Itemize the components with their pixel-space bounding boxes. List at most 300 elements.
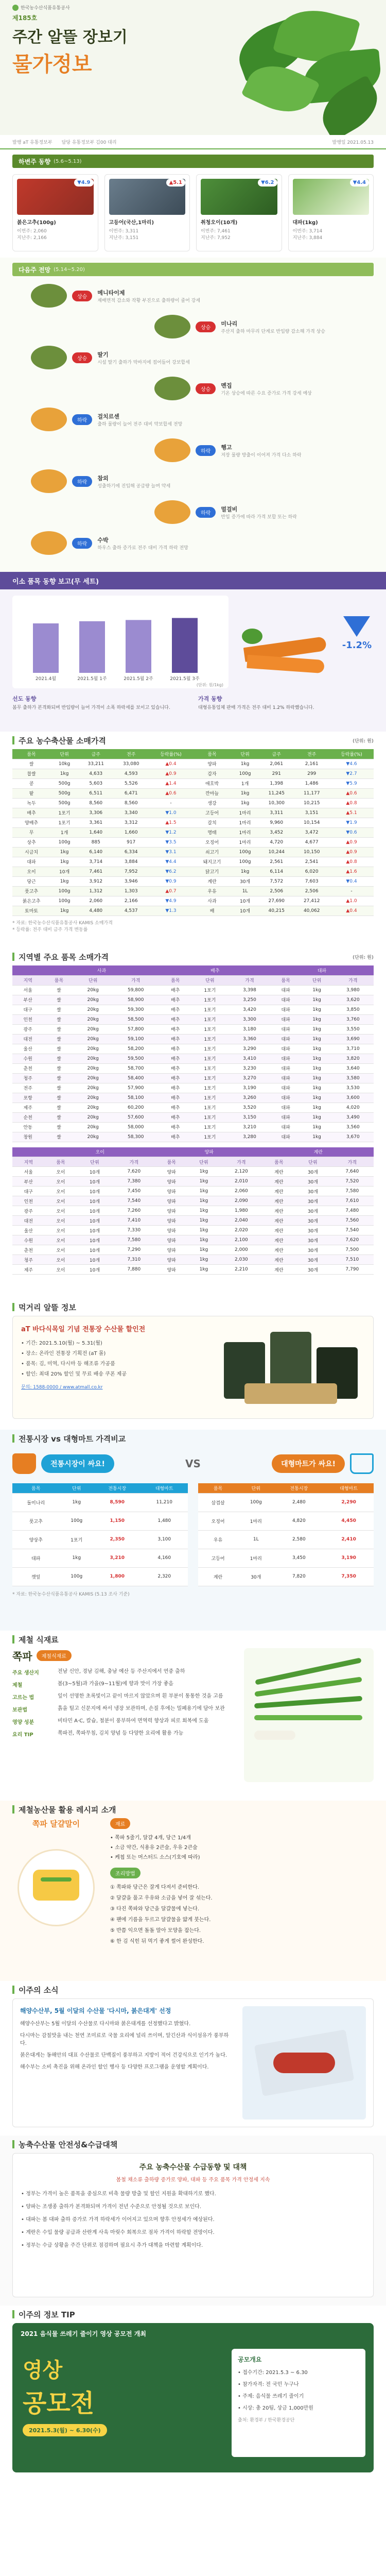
table-cell: 3,490 <box>332 1112 374 1122</box>
news-paragraph: 해수부는 소비 촉진을 위해 온라인 할인 행사 등 다양한 프로그램을 운영할 계획이다. <box>20 2064 209 2070</box>
forecast-name: 메니타이제 <box>97 289 125 296</box>
change-badge: ▼4.4 <box>350 179 369 187</box>
recipe-title: 제철농산물 활용 레시피 소개 <box>19 1805 116 1815</box>
region-section <box>0 948 386 1298</box>
table-cell: 20kg <box>75 1103 112 1112</box>
table-cell: 배추 <box>160 1083 191 1093</box>
table-cell: 1kg <box>188 1255 220 1265</box>
recipe-ingredients <box>110 1833 374 1860</box>
forecast-tag: 하락 <box>196 507 216 518</box>
price-last-week: 지난주: 3,151 <box>109 235 139 241</box>
table-row <box>12 1493 188 1512</box>
prop-value: 봄(3~5월)과 가을(9~11월)에 향과 맛이 가장 좋음 <box>58 1681 173 1687</box>
table-cell: 대파 <box>270 1005 301 1014</box>
table-cell: 20kg <box>75 1122 112 1132</box>
table-cell: 4,720 <box>259 837 294 847</box>
table-cell: 3,946 <box>113 876 148 886</box>
table-cell: 2,506 <box>259 886 294 896</box>
forecast-item <box>31 282 247 309</box>
table-cell: 10,150 <box>294 847 329 857</box>
table-cell: 춘천 <box>12 1245 45 1255</box>
table-cell: ▲0.6 <box>149 788 193 798</box>
table-cell: 10,154 <box>294 818 329 827</box>
table-cell: 대파 <box>270 1122 301 1132</box>
table-cell: 3,420 <box>229 1005 270 1014</box>
market-basket-icon <box>12 1453 36 1474</box>
table-cell: ▼4.9 <box>149 896 193 906</box>
issue-bar <box>126 620 151 673</box>
table-cell: 서울 <box>12 985 43 995</box>
table-cell: 7,790 <box>331 1265 374 1275</box>
table-cell: 10개 <box>77 1226 112 1235</box>
table-cell: 1포기 <box>191 1093 229 1103</box>
table-cell: 7,290 <box>113 1245 155 1255</box>
recipe-step: ① 쪽파와 당근은 잘게 다져서 준비한다. <box>110 1885 199 1890</box>
price-last-week: 지난주: 3,884 <box>292 235 323 241</box>
table-cell: ▼6.2 <box>149 867 193 876</box>
meta-mid: 담당 유통정보부 김00 대리 <box>61 140 117 145</box>
table-cell: 2,580 <box>274 1530 324 1549</box>
table-cell: 7,450 <box>113 1187 155 1196</box>
left-badge: 전통시장이 싸요! <box>41 1454 114 1473</box>
weekly-card <box>196 174 282 251</box>
compare-right-table <box>198 1483 374 1586</box>
table-cell: 2,120 <box>220 1167 262 1177</box>
table-cell: ▼1.0 <box>149 808 193 818</box>
table-row <box>12 1024 374 1034</box>
col-header: 전통시장 <box>94 1483 141 1493</box>
compare-footnote: * 자료: 한국농수산식품유통공사 KAMIS (5.13 조사 기준) <box>12 1591 130 1597</box>
forecast-item <box>154 437 371 464</box>
table-cell: 10개 <box>77 1265 112 1275</box>
table-cell: 1kg <box>301 1034 332 1044</box>
table-cell: 계란 <box>263 1255 295 1265</box>
table-cell: 제주 <box>12 1265 45 1275</box>
table-cell: ▼1.2 <box>149 827 193 837</box>
table-row <box>12 1044 374 1054</box>
table-cell: 닭고기 <box>193 867 231 876</box>
table-cell: 3,270 <box>229 1073 270 1083</box>
issue-bar <box>33 623 59 673</box>
table-cell: 3,306 <box>78 808 113 818</box>
sub-header: 품목 <box>263 1157 295 1167</box>
table-cell: 1kg <box>231 867 259 876</box>
table-cell: 1kg <box>188 1245 220 1255</box>
table-row <box>12 1014 374 1024</box>
table-cell: 4,480 <box>78 906 113 916</box>
compare-title: 전통시장 vs 대형마트 가격비교 <box>19 1434 126 1444</box>
table-cell: 4,160 <box>141 1549 188 1567</box>
seasonal-prop <box>12 1705 234 1713</box>
column-headline: 주요 농축수산물 수급동향 및 대책 <box>139 2163 247 2172</box>
table-cell: 1,150 <box>94 1512 141 1530</box>
forecast-desc: 재배면적 감소와 작황 부진으로 출하량이 줄어 강세 <box>97 298 201 303</box>
change-badge: ▲5.1 <box>166 179 185 187</box>
table-cell: 57,600 <box>112 1112 160 1122</box>
issue-number: 제185호 <box>12 14 38 22</box>
table-cell: 1kg <box>301 1112 332 1122</box>
recipe-step: ④ 팬에 기름을 두르고 달걀물을 얇게 붓는다. <box>110 1917 211 1923</box>
table-cell: 30개 <box>295 1255 330 1265</box>
sub-header: 품목 <box>45 1157 77 1167</box>
table-cell: 2,480 <box>274 1493 324 1512</box>
forecast-name: 참외 <box>97 474 109 482</box>
table-row <box>12 1245 374 1255</box>
weekly-section <box>0 149 386 258</box>
table-cell: 1kg <box>301 1005 332 1014</box>
table-cell: 7,330 <box>113 1226 155 1235</box>
table-cell: 3,690 <box>332 1034 374 1044</box>
seasonal-section <box>0 1631 386 1801</box>
table-cell: 60,200 <box>112 1103 160 1112</box>
table-cell: 삼겹살 <box>198 1493 238 1512</box>
table-cell: 3,151 <box>294 808 329 818</box>
produce-image <box>154 377 190 400</box>
table-cell: 20kg <box>75 1132 112 1142</box>
sub-header: 지역 <box>12 1157 45 1167</box>
recipe-section <box>0 1801 386 1981</box>
table-cell: 1,398 <box>259 778 294 788</box>
table-row <box>12 1132 374 1142</box>
table-cell: 7,610 <box>331 1196 374 1206</box>
table-cell: 2,060 <box>220 1187 262 1196</box>
sale-link[interactable]: 문의: 1588-0000 / www.atmall.co.kr <box>21 1385 103 1390</box>
table-cell: 계란 <box>193 876 231 886</box>
table-cell: ▼3.5 <box>149 837 193 847</box>
table-cell: 100g <box>238 1493 274 1512</box>
table-cell: 30개 <box>295 1265 330 1275</box>
prop-value: 쪽파전, 쪽파무침, 김치 양념 등 다양한 요리에 활용 가능 <box>58 1731 184 1736</box>
table-cell: 7,820 <box>274 1567 324 1586</box>
recipe-name: 쪽파 달걀말이 <box>32 1819 80 1828</box>
table-row <box>12 1083 374 1093</box>
group-header: 오이 <box>45 1147 155 1157</box>
table-cell: 1kg <box>59 1549 94 1567</box>
sub-header: 품목 <box>43 975 74 985</box>
table-cell: 1,800 <box>94 1567 141 1586</box>
spinach-illustration <box>216 5 386 134</box>
at-logo-icon <box>12 5 19 11</box>
table-row <box>12 1054 374 1063</box>
col-header: 금주 <box>78 749 113 759</box>
table-cell: 1개 <box>231 778 259 788</box>
table-cell: 1포기 <box>59 1530 94 1549</box>
tip-info-title: 공모개요 <box>238 2356 262 2363</box>
group-header: 양파 <box>155 1147 263 1157</box>
column-title: 농축수산물 안전성&수급대책 <box>19 2140 118 2149</box>
table-cell: ▲1.4 <box>149 778 193 788</box>
table-cell: 울산 <box>12 1226 45 1235</box>
table-cell: 10개 <box>77 1177 112 1187</box>
table-cell: 3,210 <box>229 1122 270 1132</box>
table-cell: 10개 <box>231 906 259 916</box>
table-cell: 2,000 <box>220 1245 262 1255</box>
table-row <box>12 1005 374 1014</box>
table-cell: 3,361 <box>78 818 113 827</box>
table-cell: 1kg <box>188 1235 220 1245</box>
table-cell: 대파 <box>270 1034 301 1044</box>
table-cell: 창원 <box>12 1132 43 1142</box>
table-cell: 2,090 <box>220 1196 262 1206</box>
table-cell: 4,537 <box>113 906 148 916</box>
col-header: 전통시장 <box>274 1483 324 1493</box>
forecast-range: (5.14~5.20) <box>54 266 85 273</box>
table-cell: 콩 <box>12 778 50 788</box>
table-cell: 27,690 <box>259 896 294 906</box>
forecast-desc: 기온 상승에 따른 수요 증가로 가격 강세 예상 <box>221 391 312 396</box>
col-header: 전주 <box>113 749 148 759</box>
table-cell: 대파 <box>270 1073 301 1083</box>
group-header: 사과 <box>43 965 160 975</box>
table-cell: 3,340 <box>113 808 148 818</box>
table-cell: 6,334 <box>113 847 148 857</box>
tip-banner[interactable] <box>12 2323 374 2472</box>
weekly-card <box>104 174 190 251</box>
forecast-item <box>154 375 371 402</box>
green-onion-image <box>244 1648 374 1782</box>
table-cell: 30개 <box>295 1226 330 1235</box>
table-cell: 100g <box>50 886 78 896</box>
forecast-desc: 저장 물량 방출이 이어져 가격 다소 하락 <box>221 452 302 458</box>
table-cell: ▲5.1 <box>329 808 374 818</box>
table-cell: ▲1.0 <box>329 896 374 906</box>
table-cell: 3,410 <box>229 1054 270 1063</box>
table-cell: 깻잎 <box>12 1567 59 1586</box>
table-cell: ▲0.4 <box>149 759 193 769</box>
sub-header: 가격 <box>113 1157 155 1167</box>
table-cell: 고등어 <box>193 808 231 818</box>
table-cell: 부산 <box>12 995 43 1005</box>
table-row <box>12 1255 374 1265</box>
sub-header: 단위 <box>191 975 229 985</box>
table-cell: 오이 <box>45 1167 77 1177</box>
table-cell: 1,980 <box>220 1206 262 1216</box>
table-cell: 10개 <box>77 1255 112 1265</box>
table-row <box>12 1216 374 1226</box>
table-cell: 계란 <box>263 1187 295 1196</box>
tip-section <box>0 2306 386 2484</box>
table-cell: 3,311 <box>259 808 294 818</box>
table-cell: 생강 <box>193 798 231 808</box>
table-cell: 33,080 <box>113 759 148 769</box>
table-cell: 1포기 <box>191 1112 229 1122</box>
product-name: 고등어(국산,1마리) <box>109 220 154 226</box>
table-cell: 2,561 <box>259 857 294 867</box>
table-cell: 3,250 <box>229 995 270 1005</box>
table-cell: 쌀 <box>43 1093 74 1103</box>
tip-info <box>238 2368 359 2411</box>
forecast-item <box>31 406 247 433</box>
table-cell: 1,312 <box>78 886 113 896</box>
col-header: 품목 <box>12 1483 59 1493</box>
column-item: • 대파는 봄 대파 출하 증가로 가격 하락세가 이어지고 있으며 향후 안정세가 예상된다. <box>21 2217 215 2223</box>
forecast-name: 행고 <box>221 444 232 451</box>
table-cell: 1kg <box>301 995 332 1005</box>
table-cell: 2,020 <box>220 1226 262 1235</box>
weekly-card <box>12 174 98 251</box>
group-header: 배추 <box>160 965 270 975</box>
table-cell: 양파 <box>193 759 231 769</box>
table-cell: 20kg <box>75 1024 112 1034</box>
table-cell: 58,100 <box>112 1093 160 1103</box>
table-cell: 10개 <box>77 1187 112 1196</box>
table-cell: 1kg <box>188 1196 220 1206</box>
table-row <box>12 1206 374 1216</box>
table-cell: 7,540 <box>331 1226 374 1235</box>
col-header: 단위 <box>59 1483 94 1493</box>
table-cell: 포항 <box>12 1093 43 1103</box>
table-cell: 춘천 <box>12 1063 43 1073</box>
col-header: 금주 <box>259 749 294 759</box>
col-header: 대형마트 <box>141 1483 188 1493</box>
table-cell: 3,452 <box>259 827 294 837</box>
table-cell: ▼1.3 <box>149 906 193 916</box>
table-cell: 배추 <box>160 1024 191 1034</box>
column-items <box>21 2190 365 2249</box>
tip-info-item: • 시상: 총 20팀, 상금 1,000만원 <box>238 2405 313 2411</box>
table-cell: 20kg <box>75 1063 112 1073</box>
table-cell: 배추 <box>160 1093 191 1103</box>
table-cell: 배추 <box>160 1073 191 1083</box>
table-cell: 대전 <box>12 1034 43 1044</box>
recipe-steps <box>110 1883 374 1944</box>
table-cell: 885 <box>78 837 113 847</box>
table-row <box>12 818 374 827</box>
table-cell: 1포기 <box>191 1083 229 1093</box>
table-cell: 배추 <box>160 1122 191 1132</box>
forecast-desc: 성출하기에 진입해 공급량 늘며 약세 <box>97 483 171 489</box>
sub-header: 가격 <box>331 1157 374 1167</box>
table-cell: 양파 <box>155 1216 188 1226</box>
table-cell: 1kg <box>301 1054 332 1063</box>
issue-bar-label: 2021.5월 1주 <box>77 676 107 682</box>
forecast-tag: 상승 <box>72 352 92 363</box>
table-row <box>12 1122 374 1132</box>
recipe-step: ③ 다진 쪽파와 당근을 달걀물에 넣는다. <box>110 1906 199 1912</box>
table-cell: 6,471 <box>113 788 148 798</box>
table-row <box>12 1187 374 1196</box>
table-cell: 배추 <box>160 985 191 995</box>
table-cell: 3,670 <box>332 1132 374 1142</box>
table-cell: ▼5.9 <box>329 778 374 788</box>
seasonal-name: 쪽파 <box>12 1650 32 1663</box>
table-cell: 59,300 <box>112 1005 160 1014</box>
table-row <box>12 1103 374 1112</box>
table-cell: 찹쌀 <box>12 769 50 778</box>
table-cell: 쌀 <box>43 1063 74 1073</box>
issue-bar-chart <box>12 596 229 688</box>
forecast-section <box>0 258 386 572</box>
sub-header: 품목 <box>160 975 191 985</box>
table-row <box>198 1493 374 1512</box>
table-cell: 대파 <box>270 1083 301 1093</box>
table-cell: 1마리 <box>231 837 259 847</box>
forecast-tag: 하락 <box>72 538 92 549</box>
product-name: 붉은고추(100g) <box>17 220 56 226</box>
table-cell: 2,506 <box>294 886 329 896</box>
table-cell: 양파 <box>155 1226 188 1235</box>
forecast-tag: 상승 <box>196 383 216 394</box>
table-cell: 7,540 <box>113 1196 155 1206</box>
sub-header: 가격 <box>220 1157 262 1167</box>
meta-left: 발행 aT 유통정보부 <box>12 140 52 145</box>
produce-image <box>31 408 67 431</box>
table-cell: 대파 <box>12 1549 59 1567</box>
table-cell: 양배추 <box>12 818 50 827</box>
table-cell: 3,530 <box>332 1083 374 1093</box>
table-cell: 대파 <box>12 857 50 867</box>
table-cell: 6,511 <box>78 788 113 798</box>
ingredient: • 케첩 또는 머스터드 소스(기호에 따라) <box>110 1855 200 1860</box>
table-cell: 1포기 <box>50 808 78 818</box>
table-cell: 3,450 <box>274 1549 324 1567</box>
table-cell: 오이 <box>45 1187 77 1196</box>
table-cell: 2,210 <box>220 1265 262 1275</box>
table-cell: 1,480 <box>141 1512 188 1530</box>
table-cell: 4,593 <box>113 769 148 778</box>
table-cell: 배추 <box>12 808 50 818</box>
table-cell: 광주 <box>12 1206 45 1216</box>
table-cell: 1kg <box>188 1177 220 1187</box>
sub-header: 가격 <box>112 975 160 985</box>
table-cell: 1마리 <box>231 808 259 818</box>
table-cell: 대전 <box>12 1216 45 1226</box>
forecast-name: 걸치르센 <box>97 413 119 420</box>
table-cell: 59,500 <box>112 1054 160 1063</box>
col-header: 등락률(%) <box>149 749 193 759</box>
col-header: 품목 <box>12 749 50 759</box>
table-cell: 1kg <box>188 1216 220 1226</box>
table-cell: 3,820 <box>332 1054 374 1063</box>
table-cell: 팥 <box>12 788 50 798</box>
table-cell: 3,180 <box>229 1024 270 1034</box>
table-cell: 3,760 <box>332 1014 374 1024</box>
table-cell: 3,884 <box>113 857 148 867</box>
table-cell: 당근 <box>12 876 50 886</box>
table-cell: 1마리 <box>231 827 259 837</box>
table-cell: ▲0.9 <box>329 837 374 847</box>
table-cell: 오이 <box>12 867 50 876</box>
table-cell: 500g <box>50 778 78 788</box>
table-cell: 고등어 <box>198 1549 238 1567</box>
col-header: 등락률(%) <box>329 749 374 759</box>
table-cell: 58,700 <box>112 1063 160 1073</box>
table-cell: 순천 <box>12 1112 43 1122</box>
carrot-illustration <box>239 596 330 688</box>
table-cell: 쌀 <box>43 1024 74 1034</box>
seasonal-props <box>12 1668 234 1738</box>
price-footnote1: * 자료: 한국농수산식품유통공사 KAMIS 소매가격 <box>12 920 113 926</box>
table-cell: 배추 <box>160 1054 191 1063</box>
tip-title: 이주의 정보 TIP <box>19 2310 75 2319</box>
col-header: 대형마트 <box>324 1483 374 1493</box>
cart-icon <box>350 1453 374 1474</box>
forecast-item <box>154 313 371 340</box>
table-cell: 100g <box>50 896 78 906</box>
table-row <box>12 1112 374 1122</box>
table-cell: 계란 <box>198 1567 238 1586</box>
table-cell: 299 <box>294 769 329 778</box>
sub-header: 가격 <box>332 975 374 985</box>
table-cell: 배추 <box>160 1005 191 1014</box>
table-cell: 1포기 <box>191 1073 229 1083</box>
table-cell: 1kg <box>188 1226 220 1235</box>
table-row <box>12 847 374 857</box>
table-cell: 917 <box>113 837 148 847</box>
forecast-item <box>154 499 371 526</box>
table-cell: 7,310 <box>113 1255 155 1265</box>
table-cell: 58,000 <box>112 1122 160 1132</box>
